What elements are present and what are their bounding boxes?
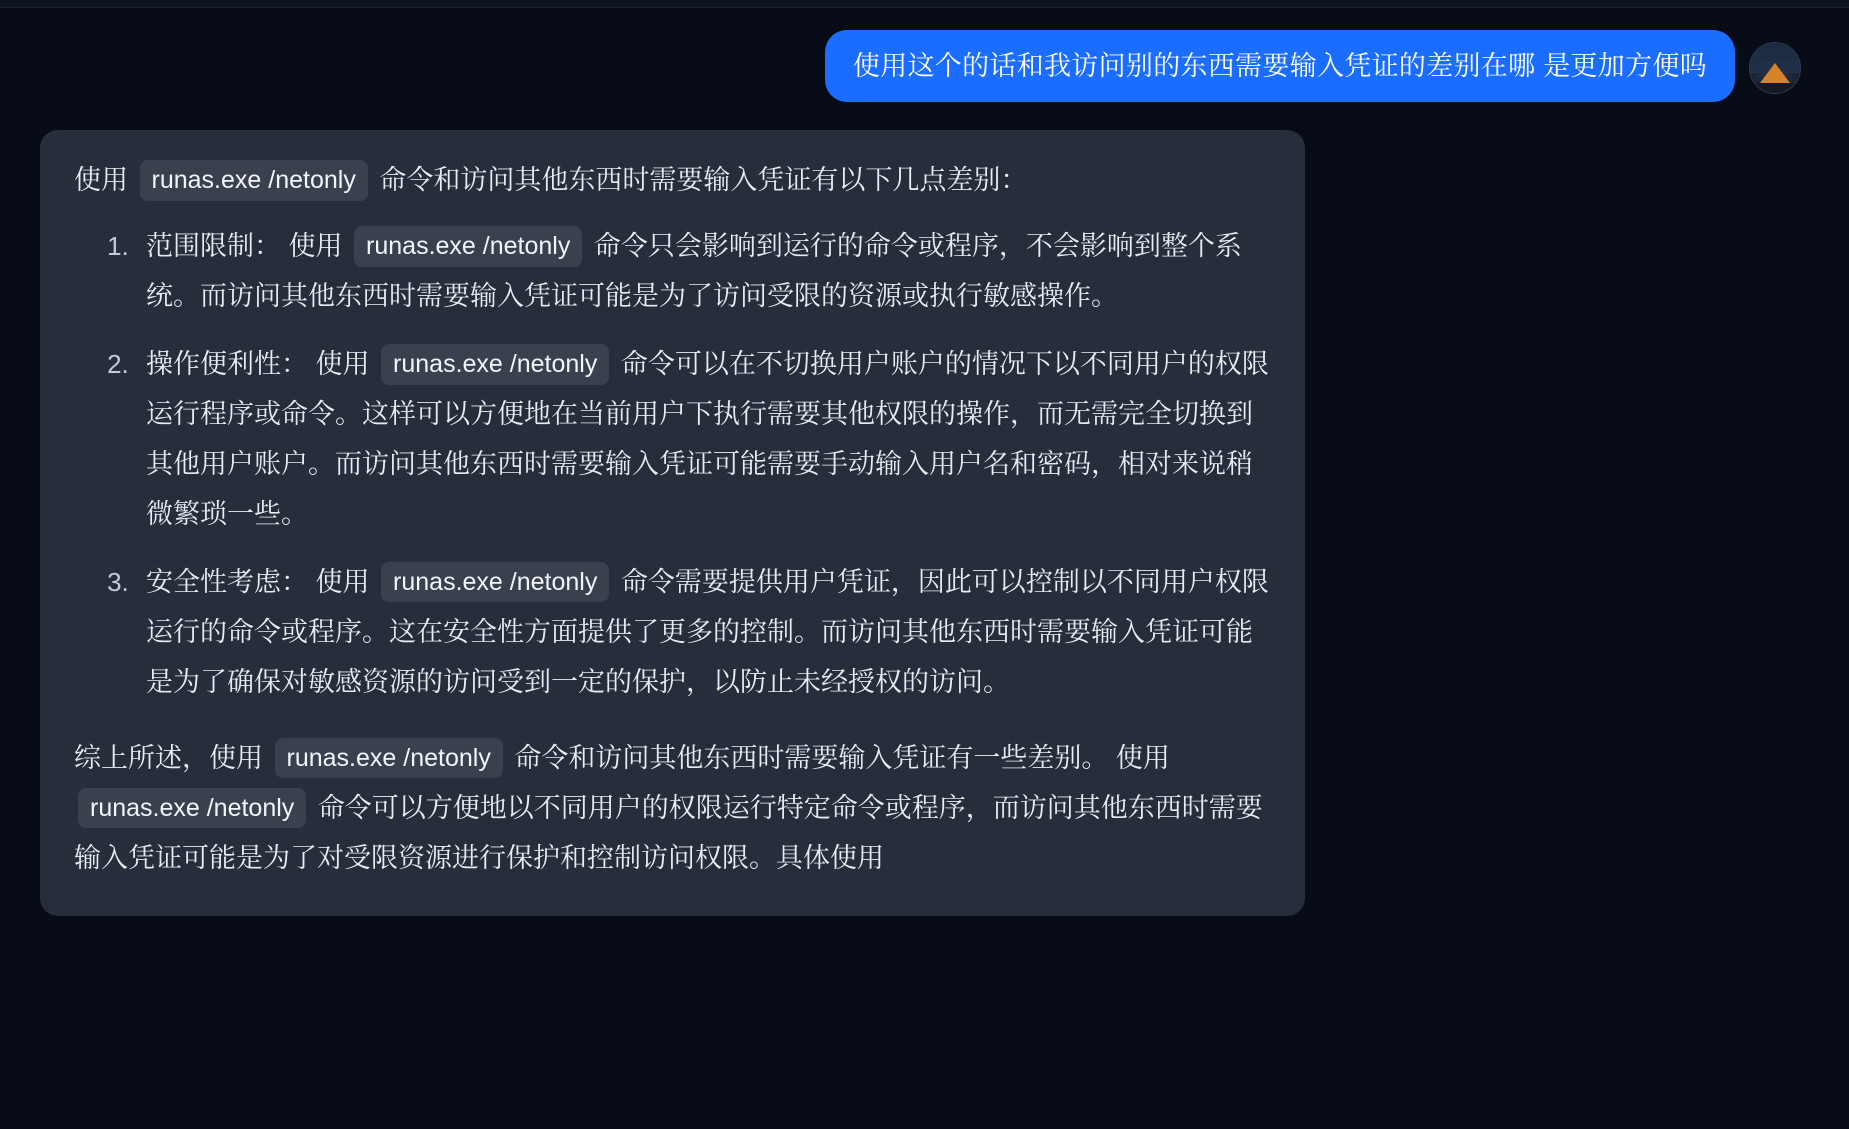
viewport-bottom-edge [0, 1115, 1849, 1129]
inline-code-runas: runas.exe /netonly [140, 160, 368, 200]
summary-paragraph [74, 734, 1271, 884]
avatar-ground [1750, 83, 1800, 93]
summary-text-after: 命令和访问其他东西时需要输入凭证有一些差别。 [514, 742, 1109, 773]
intro-text-after: 命令和访问其他东西时需要输入凭证有以下几点差别： [379, 165, 1028, 196]
list-item [136, 558, 1271, 708]
assistant-summary [74, 734, 1271, 884]
inline-code-runas: runas.exe /netonly [78, 788, 306, 828]
item-1-text-after: 命令只会影响到运行的命令或程序，不会影响到整个系统。而访问其他东西时需要输入凭证可能是为了访问受限的资源或执行敏感操作。 [146, 231, 1242, 312]
user-message-bubble[interactable]: 使用这个的话和我访问别的东西需要输入凭证的差别在哪 是更加方便吗 [825, 30, 1735, 102]
summary2-text-after: 命令可以方便地以不同用户的权限运行特定命令或程序，而访问其他东西时需要输入凭证可能是为了对受限资源进行保护和控制访问权限。具体使用 [74, 792, 1263, 873]
item-3-text-before: 安全性考虑： 使用 [146, 567, 370, 597]
inline-code-runas: runas.exe /netonly [381, 562, 609, 602]
user-avatar-icon[interactable] [1749, 42, 1801, 94]
user-message-row [40, 30, 1809, 102]
avatar-mountain-large [1760, 63, 1790, 83]
summary2-text-before: 使用 [1115, 742, 1170, 773]
window-topbar [0, 0, 1849, 8]
inline-code-runas: runas.exe /netonly [381, 344, 609, 384]
list-item [136, 340, 1271, 540]
assistant-numbered-list [74, 222, 1271, 707]
item-3-text-after: 命令需要提供用户凭证，因此可以控制以不同用户权限运行的命令或程序。这在安全性方面提供了更多的控制。而访问其他东西时需要输入凭证可能是为了确保对敏感资源的访问受到一定的保护，以防止未经授权的访问。 [146, 567, 1269, 697]
chat-scroll-area[interactable] [0, 8, 1849, 1129]
assistant-intro-paragraph [74, 156, 1271, 206]
item-2-text-before: 操作便利性： 使用 [146, 349, 370, 380]
summary-text-before: 综上所述，使用 [74, 742, 263, 773]
assistant-message-row [40, 130, 1809, 915]
item-1-text-before: 范围限制： 使用 [146, 231, 343, 262]
inline-code-runas: runas.exe /netonly [275, 738, 503, 778]
list-item [136, 222, 1271, 322]
assistant-message-bubble[interactable] [40, 130, 1305, 915]
intro-text-before: 使用 [74, 165, 128, 196]
inline-code-runas: runas.exe /netonly [354, 226, 582, 266]
item-2-text-after: 命令可以在不切换用户账户的情况下以不同用户的权限运行程序或命令。这样可以方便地在当前用户下执行需要其他权限的操作，而无需完全切换到其他用户账户。而访问其他东西时需要输入凭证可能需要手动输入用户名和密码，相对来说稍微繁琐一些。 [146, 349, 1269, 530]
